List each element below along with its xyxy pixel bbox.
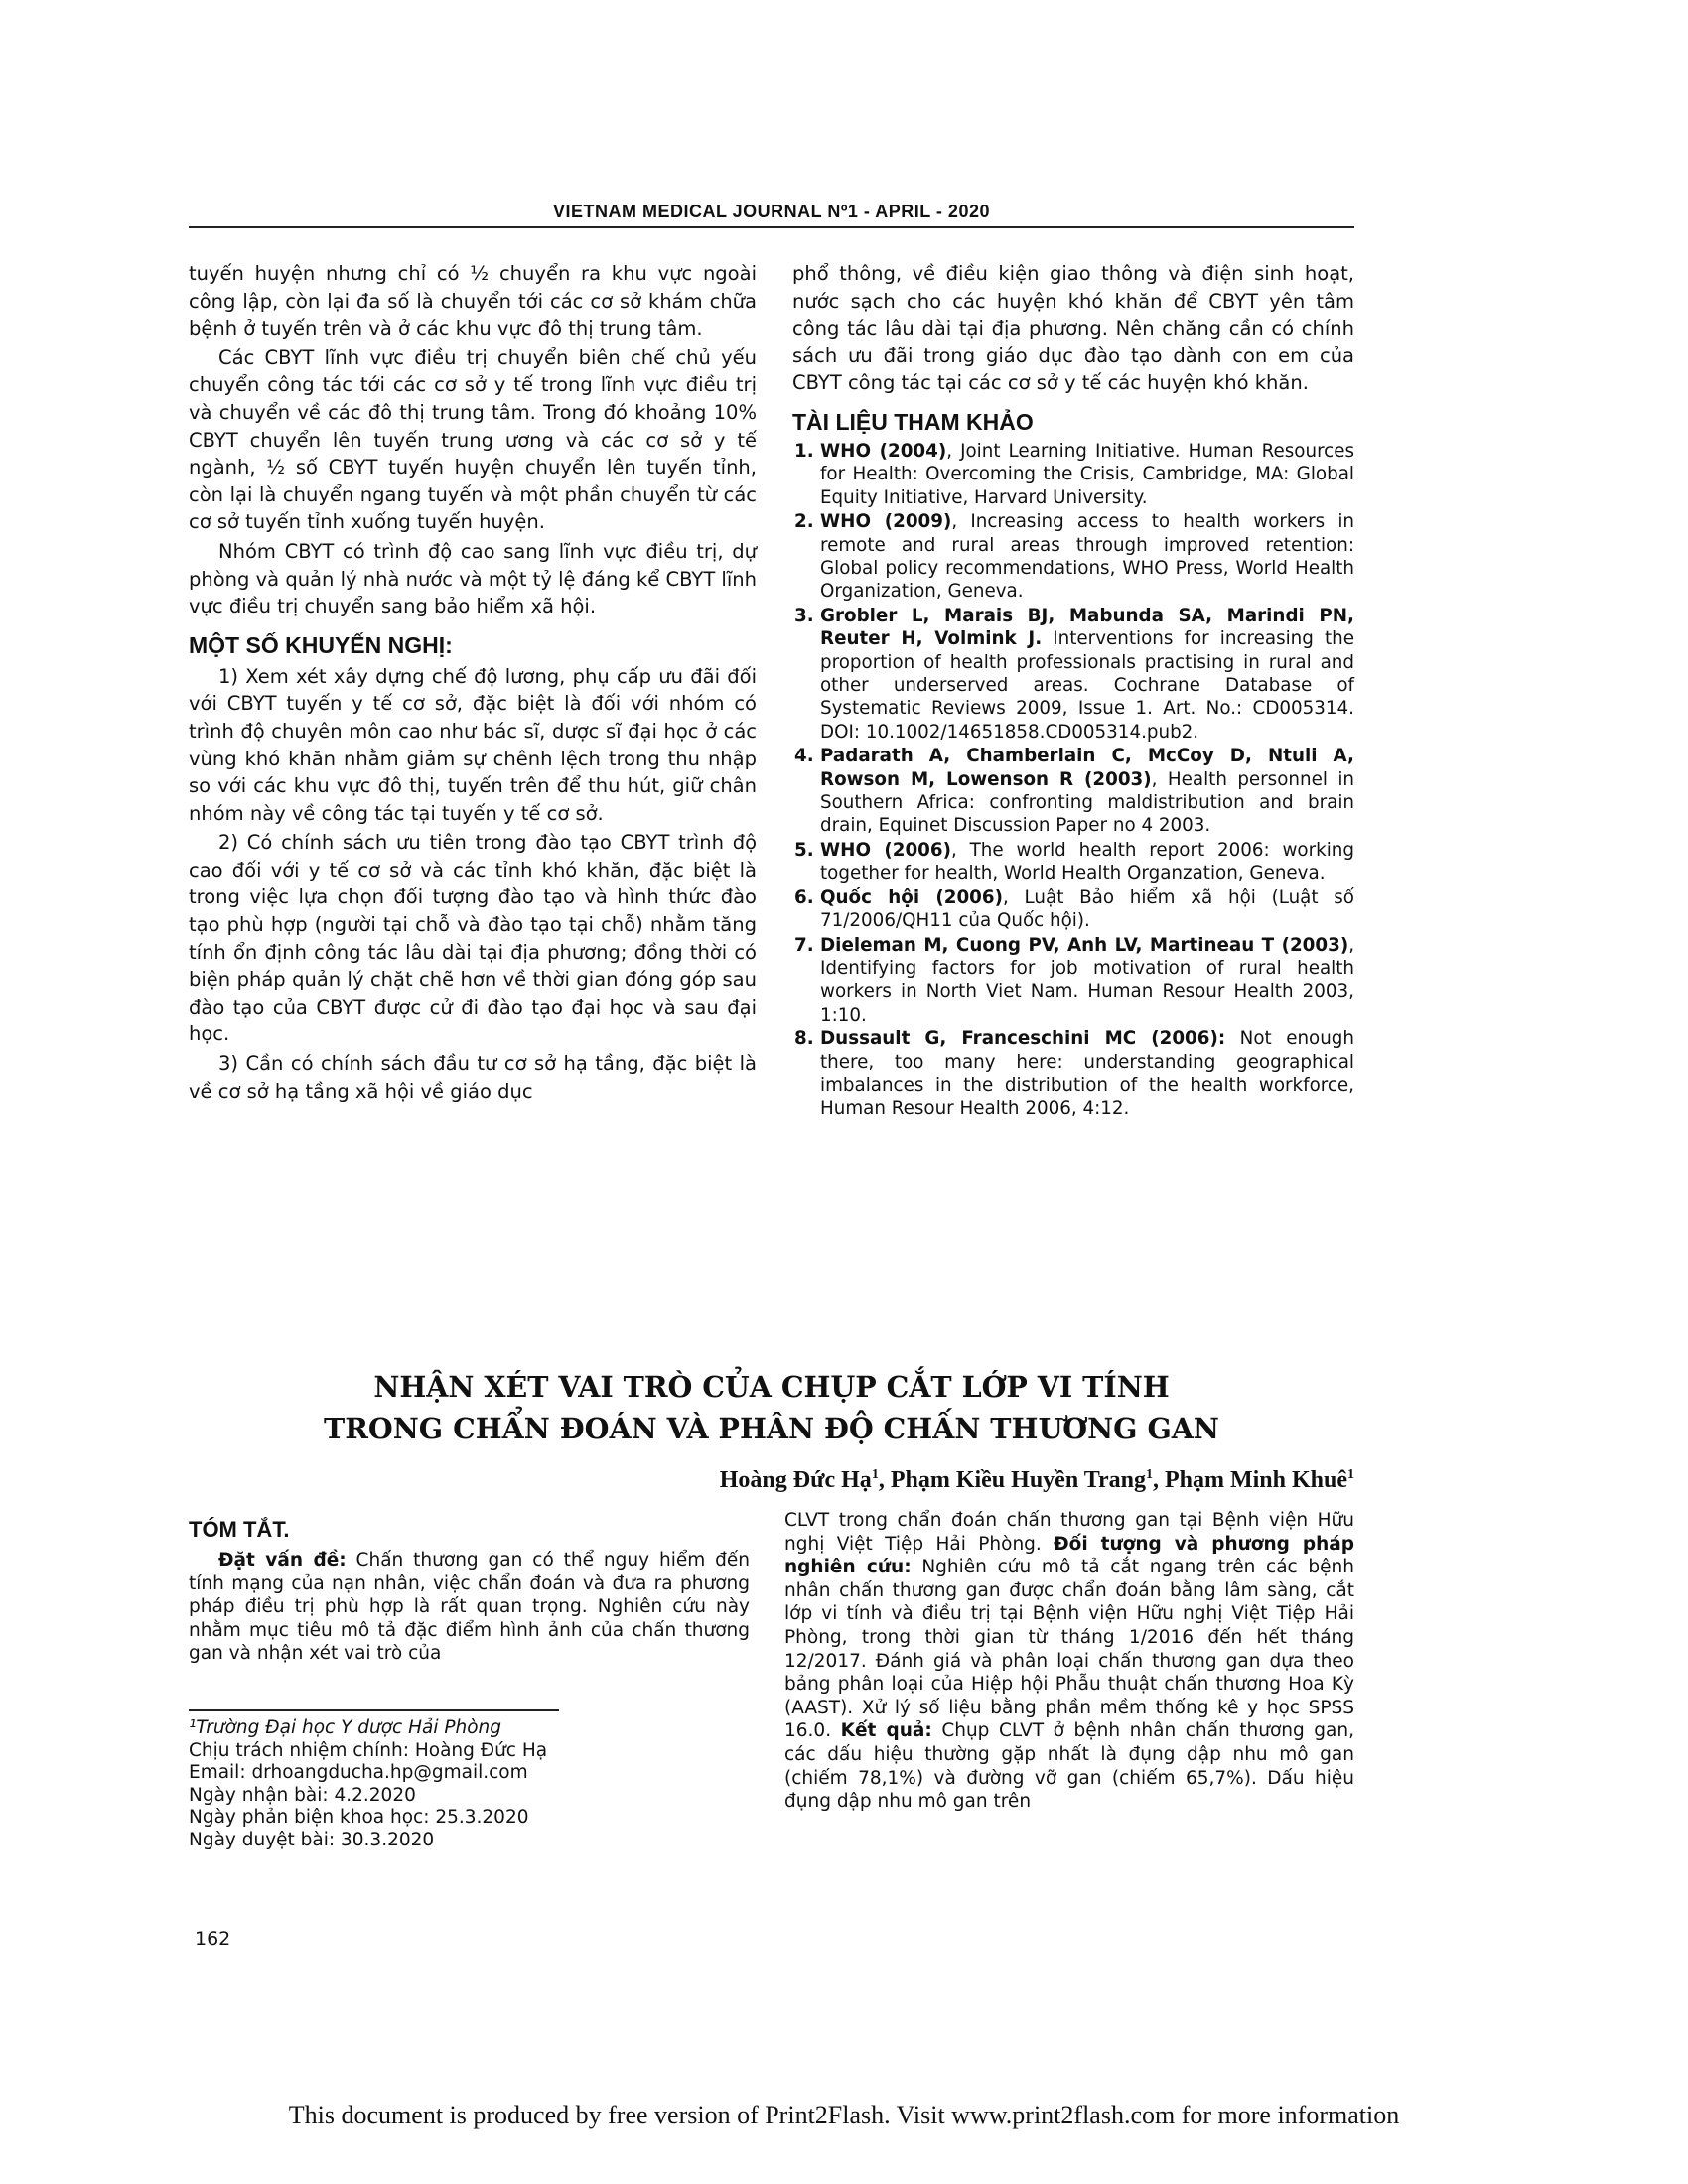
reference-number: 4. (794, 746, 814, 767)
abstract-text: Chấn thương gan có thể nguy hiểm đến tính mạng của nạn nhân, việc chẩn đoán và đưa ra phương pháp điều trị phù hợp là rất quan trọng. Nghiên cứu này nhằm mục tiêu mô tả đặc điểm hình ảnh của chấn thương gan và nhận xét vai trò của (189, 1550, 750, 1665)
recommendation-item: 3) Cần có chính sách đầu tư cơ sở hạ tầng, đặc biệt là về cơ sở hạ tầng xã hội về giáo dục (189, 1052, 757, 1103)
reference-item (792, 745, 1354, 838)
footnote-reviewed: Ngày phản biện khoa học: 25.3.2020 (189, 1807, 529, 1828)
abstract-text: CLVT trong chẩn đoán chấn thương gan tại Bệnh viện Hữu nghị Việt Tiệp Hải Phòng. (784, 1510, 1354, 1555)
reference-text: , The world health report 2006: working together for health, World Health Organzation, Geneva. (820, 839, 1354, 885)
recommendation-item: 1) Xem xét xây dựng chế độ lương, phụ cấp ưu đãi đối với CBYT tuyến y tế cơ sở, đặc biệt là đối với nhóm có trình độ chuyên môn cao như bác sĩ, dược sĩ đại học ở các vùng khó khăn nhằm giảm sự chênh lệch trong thu nhập so với các khu vực đô thị, tuyến trên để thu hút, giữ chân nhóm này về công tác tại tuyến y tế cơ sở. (189, 664, 757, 825)
author-affiliation-mark: 1 (1145, 1467, 1153, 1482)
reference-list (792, 440, 1354, 1121)
reference-authors: WHO (2006) (820, 839, 951, 861)
article-title-line: TRONG CHẨN ĐOÁN VÀ PHÂN ĐỘ CHẤN THƯƠNG GAN (324, 1412, 1219, 1445)
reference-item (792, 510, 1354, 604)
reference-text: , Identifying factors for job motivation of rural health workers in North Viet Nam. Human Resour Health 2003, 1:10. (820, 934, 1354, 1025)
abstract-text: Nghiên cứu mô tả cắt ngang trên các bệnh nhân chấn thương gan được chẩn đoán bằng lâm sàng, cắt lớp vi tính và điều trị tại Bệnh viện Hữu nghị Việt Tiệp Hải Phòng, trong thời gian từ tháng 1/2016 đến hết tháng 12/2017. Đánh giá và phân loại chấn thương gan dựa theo bảng phân loại của Hiệp hội Phẫu thuật chấn thương Hoa Kỳ (AAST). Xử lý số liệu bằng phần mềm thống kê y học SPSS 16.0. (784, 1557, 1354, 1742)
reference-text: Interventions for increasing the proportion of health professionals practising in rural and other underserved areas. Cochrane Database of Systematic Reviews 2009, Issue 1. Art. No.: CD005314. DOI: 10.1002/14651858.CD005314.pub2. (820, 628, 1354, 743)
abstract-label: Đối tượng và phương pháp nghiên cứu: (784, 1533, 1354, 1578)
author-name: Phạm Kiều Huyền Trang (890, 1467, 1146, 1493)
author-name: Hoàng Đức Hạ (719, 1467, 872, 1493)
footnote-email: Email: drhoangducha.hp@gmail.com (189, 1762, 528, 1783)
reference-text: , Joint Learning Initiative. Human Resources for Health: Overcoming the Crisis, Cambridge, MA: Global Equity Initiative, Harvard University. (820, 440, 1355, 508)
reference-number: 2. (794, 511, 814, 533)
reference-text: , Health personnel in Southern Africa: confronting maldistribution and brain drain, Equinet Discussion Paper no 4 2003. (820, 768, 1354, 837)
reference-number: 8. (794, 1028, 814, 1050)
author-affiliation-mark: 1 (1347, 1467, 1354, 1482)
abstract-left (189, 1517, 750, 1666)
reference-authors: Dussault G, Franceschini MC (2006): (820, 1028, 1226, 1050)
footnote-affiliation: ¹Trường Đại học Y dược Hải Phòng (189, 1717, 502, 1738)
article-title-line: NHẬN XÉT VAI TRÒ CỦA CHỤP CẮT LỚP VI TÍNH (373, 1370, 1170, 1404)
abstract-text: Chụp CLVT ở bệnh nhân chấn thương gan, các dấu hiệu thường gặp nhất là đụng dập nhu mô gan (chiếm 78,1%) và đường vỡ gan (chiếm 65,7%). Dấu hiệu đụng dập nhu mô gan trên (784, 1720, 1354, 1813)
author-separator: , (1152, 1467, 1165, 1493)
reference-text: , Increasing access to health workers in remote and rural areas through improved retention: Global policy recommendations, WHO Press, World Health Organization, Geneva. (820, 511, 1354, 603)
right-column (792, 260, 1354, 1122)
body-paragraph: Nhóm CBYT có trình độ cao sang lĩnh vực điều trị, dự phòng và quản lý nhà nước và một tỷ lệ đáng kể CBYT lĩnh vực điều trị chuyển sang bảo hiểm xã hội. (189, 539, 757, 618)
reference-authors: Padarath A, Chamberlain C, McCoy D, Ntuli A, Rowson M, Lowenson R (2003) (820, 746, 1354, 790)
running-header: VIETNAM MEDICAL JOURNAL Nº1 - APRIL - 2020 (553, 202, 990, 221)
reference-number: 5. (794, 839, 814, 861)
reference-item (792, 440, 1354, 509)
footnote-responsible: Chịu trách nhiệm chính: Hoàng Đức Hạ (189, 1739, 548, 1761)
recommendation-item: 2) Có chính sách ưu tiên trong đào tạo CBYT trình độ cao đối với y tế cơ sở và các tỉnh khó khăn, đặc biệt là trong việc lựa chọn đối tượng đào tạo và hình thức đào tạo phù hợp (người tại chỗ và đào tạo tại chỗ) nhằm tăng tính ổn định công tác lâu dài tại địa phương; đồng thời có biện pháp quản lý chặt chẽ hơn về thời gian đóng góp sau đào tạo của CBYT được cử đi đào tạo đại học và sau đại học. (189, 831, 757, 1046)
page-number: 162 (195, 1928, 231, 1950)
author-affiliation-mark: 1 (871, 1467, 879, 1482)
left-column (189, 260, 757, 1107)
print2flash-watermark: This document is produced by free version of Print2Flash. Visit www.print2flash.com for more information (288, 2101, 1400, 2129)
footnote-accepted: Ngày duyệt bài: 30.3.2020 (189, 1829, 435, 1850)
reference-item (792, 839, 1354, 886)
reference-text: , Luật Bảo hiểm xã hội (Luật số 71/2006/QH11 của Quốc hội). (820, 887, 1354, 932)
footnotes (189, 1717, 685, 1851)
reference-authors: Grobler L, Marais BJ, Mabunda SA, Marindi PN, Reuter H, Volmink J. (820, 605, 1354, 650)
reference-authors: WHO (2004) (820, 440, 947, 462)
reference-number: 1. (794, 440, 814, 462)
header-rule (189, 226, 1354, 228)
reference-authors: WHO (2009) (820, 511, 952, 533)
abstract-paragraph (784, 1509, 1354, 1814)
footnote-rule (189, 1709, 559, 1711)
author-name: Phạm Minh Khuê (1164, 1467, 1347, 1493)
author-separator: , (878, 1467, 891, 1493)
body-paragraph: Các CBYT lĩnh vực điều trị chuyển biên chế chủ yếu chuyển công tác tới các cơ sở y tế trong lĩnh vực điều trị và chuyển về các đô thị trung tâm. Trong đó khoảng 10% CBYT chuyển lên tuyến trung ương và các cơ sở y tế ngành, ½ số CBYT tuyến huyện chuyển lên tuyến tỉnh, còn lại là chuyển ngang tuyến và một phần chuyển từ các cơ sở tuyến tỉnh xuống tuyến huyện. (189, 345, 757, 534)
reference-number: 3. (794, 605, 814, 626)
footnote-received: Ngày nhận bài: 4.2.2020 (189, 1784, 416, 1806)
recommendations-heading: MỘT SỐ KHUYẾN NGHỊ: (189, 631, 453, 658)
reference-number: 6. (794, 887, 814, 908)
abstract-heading: TÓM TẮT. (189, 1517, 290, 1542)
abstract-paragraph (189, 1549, 750, 1666)
reference-authors: Quốc hội (2006) (820, 887, 1003, 908)
article-authors (720, 1467, 1354, 1494)
reference-text: Not enough there, too many here: understanding geographical imbalances in the distribution of the health workforce, Human Resour Health 2006, 4:12. (820, 1028, 1354, 1120)
reference-number: 7. (794, 934, 814, 956)
references-heading: TÀI LIỆU THAM KHẢO (792, 408, 1034, 435)
reference-item (792, 605, 1354, 744)
reference-item (792, 887, 1354, 933)
abstract-right (784, 1509, 1354, 1814)
reference-item (792, 934, 1354, 1027)
body-paragraph: tuyến huyện nhưng chỉ có ½ chuyển ra khu vực ngoài công lập, còn lại đa số là chuyển tới các cơ sở khám chữa bệnh ở tuyến trên và ở các khu vực đô thị trung tâm. (189, 262, 757, 341)
reference-authors: Dieleman M, Cuong PV, Anh LV, Martineau T (2003) (820, 934, 1349, 956)
abstract-label: Kết quả: (840, 1720, 932, 1742)
reference-item (792, 1027, 1354, 1121)
article-title (189, 1366, 1354, 1449)
body-paragraph: phổ thông, về điều kiện giao thông và điện sinh hoạt, nước sạch cho các huyện khó khăn để CBYT yên tâm công tác lâu dài tại địa phương. Nên chăng cần có chính sách ưu đãi trong giáo dục đào tạo dành con em của CBYT công tác tại các cơ sở y tế các huyện khó khăn. (792, 262, 1354, 395)
abstract-label: Đặt vấn đề: (218, 1550, 347, 1570)
